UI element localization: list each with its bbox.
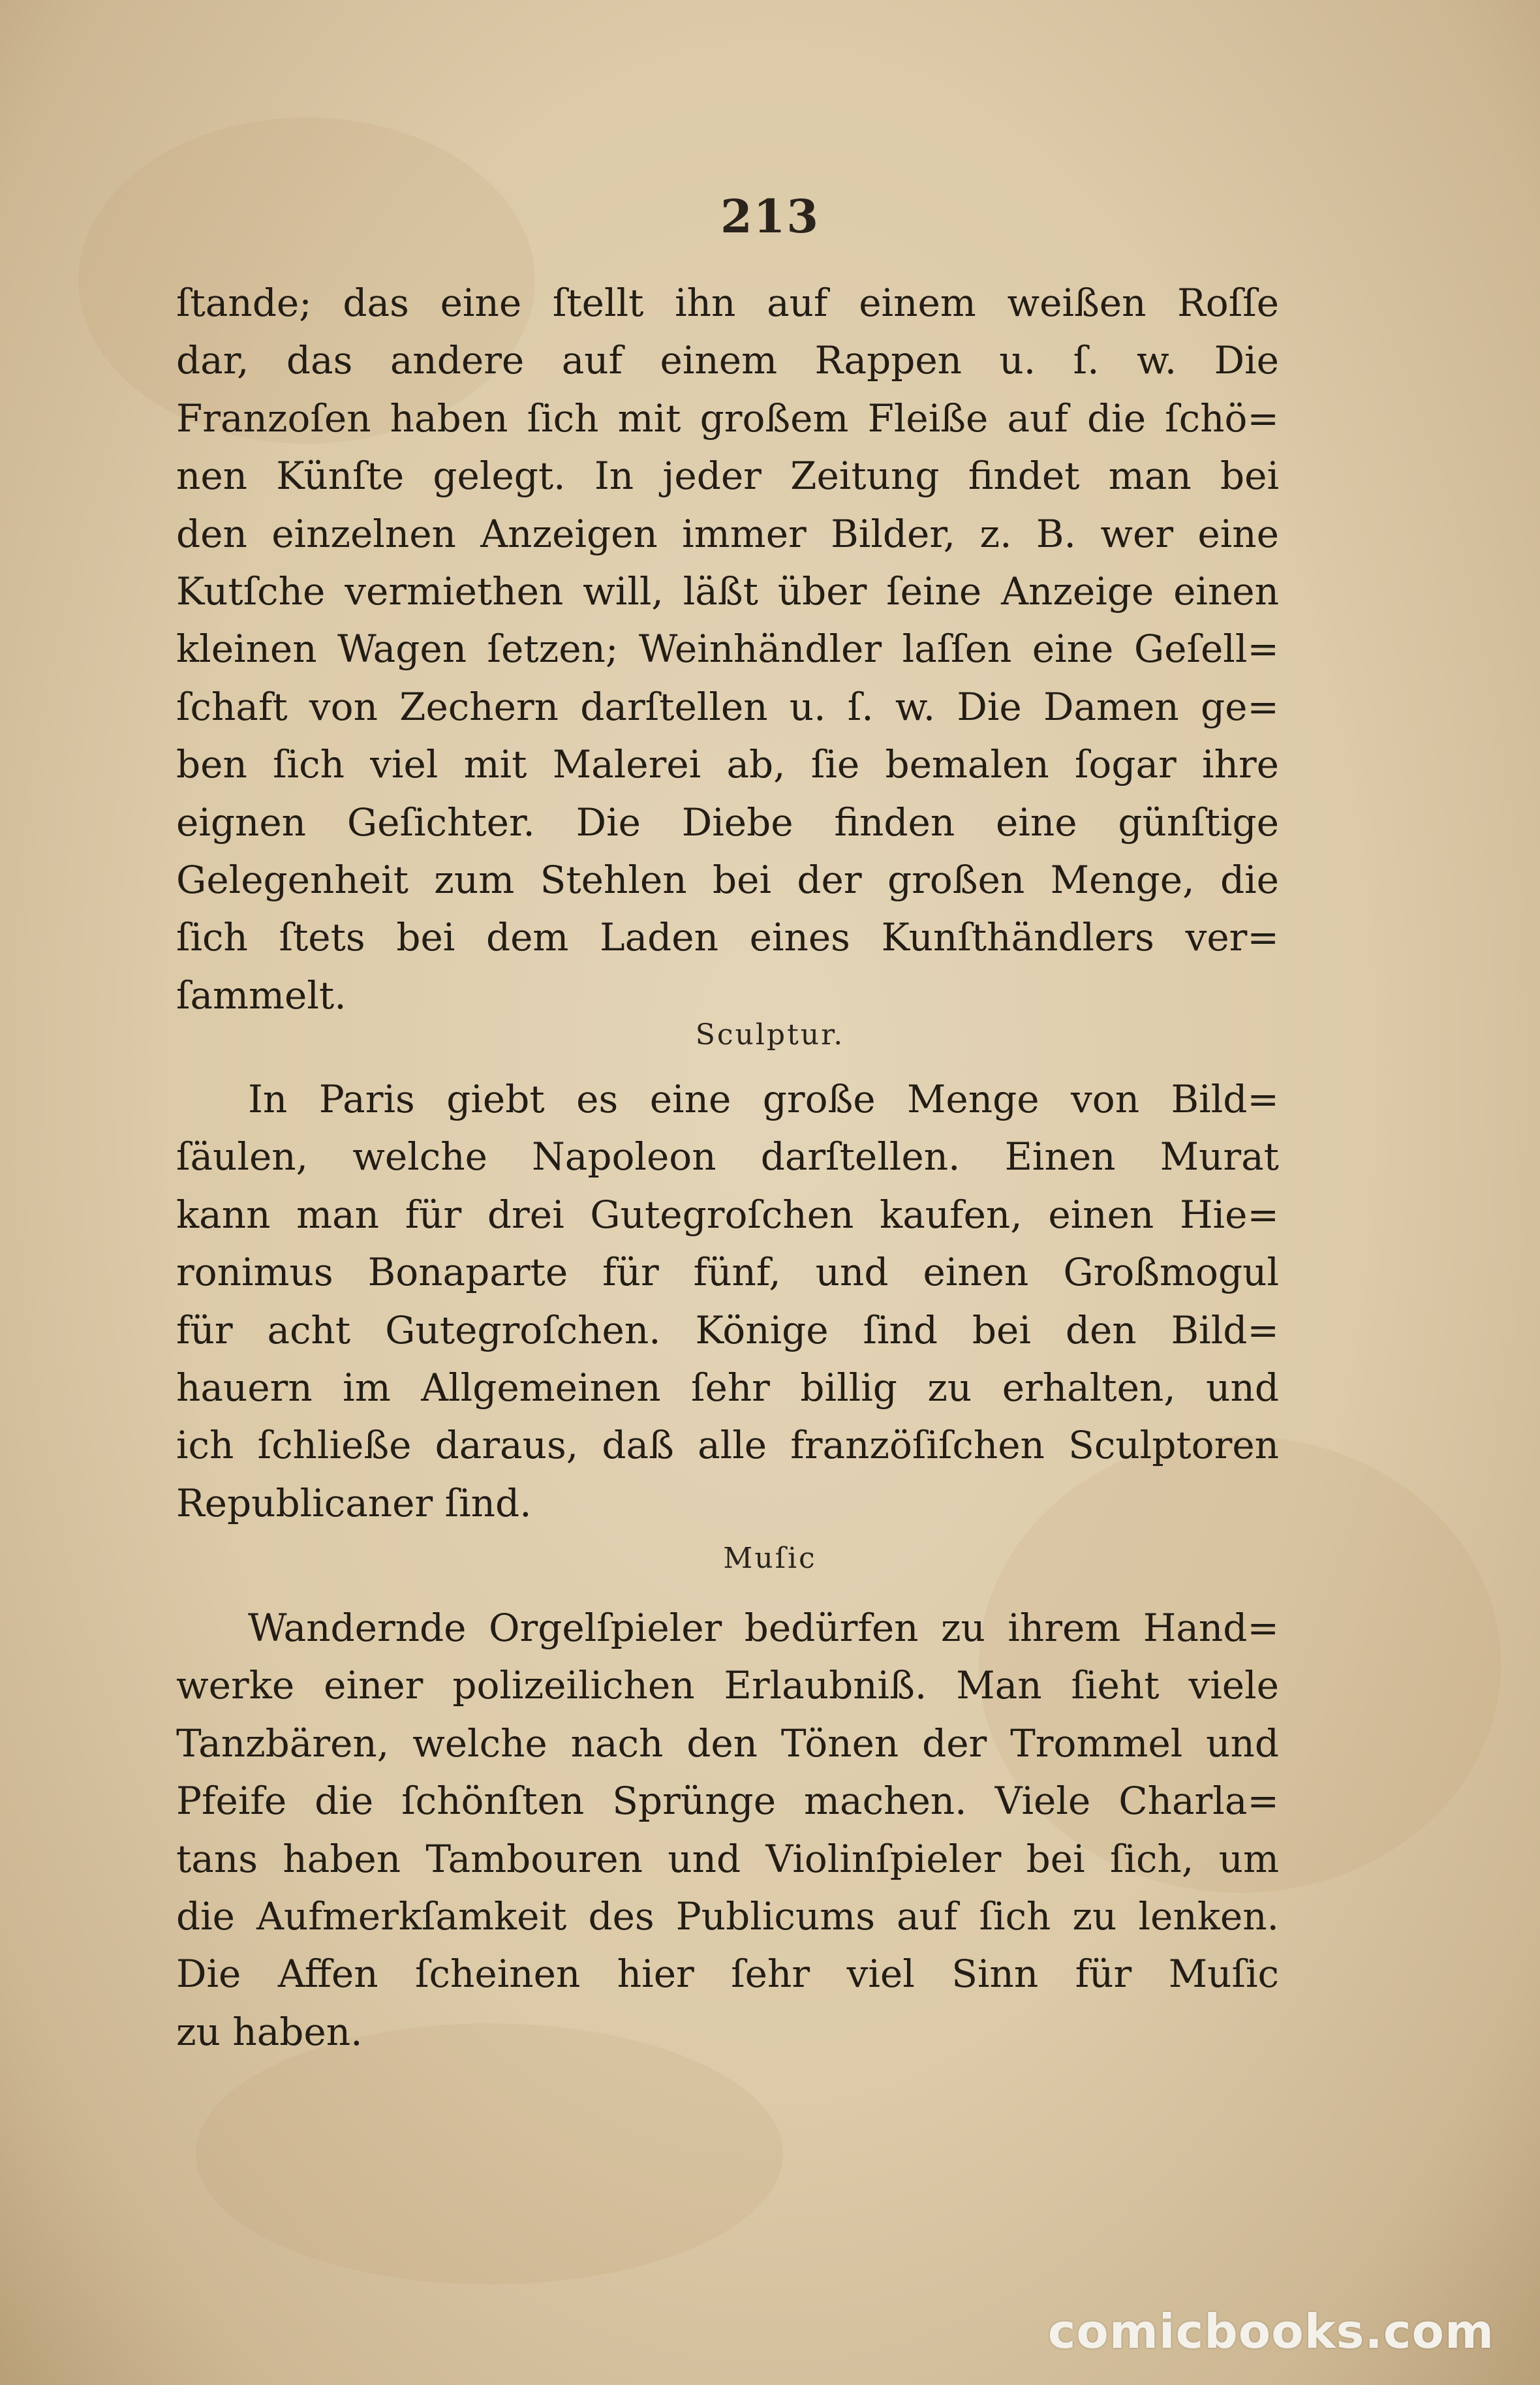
text-line: Wandernde Orgelſpieler bedürfen zu ihrem Hand=	[248, 1606, 1279, 1650]
text-line: dar, das andere auf einem Rappen u. ſ. w. Die	[176, 338, 1279, 383]
text-line: eignen Geſichter. Die Diebe finden eine günſtige	[176, 800, 1279, 845]
text-line: den einzelnen Anzeigen immer Bilder, z. B. wer eine	[176, 511, 1279, 556]
section-heading-music: Muſic	[723, 1542, 817, 1575]
text-line: Gelegenheit zum Stehlen bei der großen Menge, die	[176, 857, 1279, 902]
paragraph-music	[176, 1599, 1279, 2061]
text-line: kleinen Wagen ſetzen; Weinhändler laſſen eine Geſell=	[176, 627, 1279, 672]
section-heading-sculptur: Sculptur.	[695, 1018, 845, 1052]
text-line: nen Künſte gelegt. In jeder Zeitung findet man bei	[176, 454, 1279, 499]
text-line: ſäulen, welche Napoleon darſtellen. Einen Murat	[176, 1134, 1279, 1179]
text-line: zu haben.	[176, 2009, 363, 2054]
text-line: ich ſchließe daraus, daß alle franzöſiſchen Sculptoren	[176, 1423, 1279, 1468]
text-line: Tanzbären, welche nach den Tönen der Trommel und	[176, 1721, 1279, 1766]
text-line: ſich ſtets bei dem Laden eines Kunſthändlers ver=	[176, 915, 1279, 960]
text-line: Republicaner ſind.	[176, 1480, 532, 1525]
text-line: ſammelt.	[176, 973, 346, 1018]
text-line: tans haben Tambouren und Violinſpieler bei ſich, um	[176, 1836, 1279, 1881]
text-line: Kutſche vermiethen will, läßt über ſeine Anzeige einen	[176, 569, 1279, 614]
text-line: In Paris giebt es eine große Menge von Bild=	[248, 1077, 1279, 1121]
page-number: 213	[720, 189, 820, 243]
text-line: ſchaft von Zechern darſtellen u. ſ. w. Die Damen ge=	[176, 684, 1279, 729]
paragraph-painting	[176, 274, 1279, 1024]
text-line: ſtande; das eine ſtellt ihn auf einem weißen Roſſe	[176, 281, 1279, 325]
text-line: Pfeife die ſchönſten Sprünge machen. Viele Charla=	[176, 1779, 1279, 1824]
text-line: Die Affen ſcheinen hier ſehr viel Sinn für Muſic	[176, 1952, 1279, 1997]
text-line: kann man für drei Gutegroſchen kaufen, einen Hie=	[176, 1192, 1279, 1237]
text-line: ben ſich viel mit Malerei ab, ſie bemalen ſogar ihre	[176, 742, 1279, 787]
paper-stain	[196, 2023, 783, 2284]
text-line: für acht Gutegroſchen. Könige ſind bei den Bild=	[176, 1307, 1279, 1352]
text-line: hauern im Allgemeinen ſehr billig zu erhalten, und	[176, 1365, 1279, 1410]
text-line: die Aufmerkſamkeit des Publicums auf ſich zu lenken.	[176, 1894, 1279, 1939]
watermark-logo: comicbooks.com	[1047, 2304, 1494, 2359]
paragraph-sculptur	[176, 1070, 1279, 1532]
text-line: Franzoſen haben ſich mit großem Fleiße auf die ſchö=	[176, 396, 1279, 441]
text-line: werke einer polizeilichen Erlaubniß. Man ſieht viele	[176, 1663, 1279, 1708]
text-line: ronimus Bonaparte für fünf, und einen Großmogul	[176, 1250, 1279, 1295]
